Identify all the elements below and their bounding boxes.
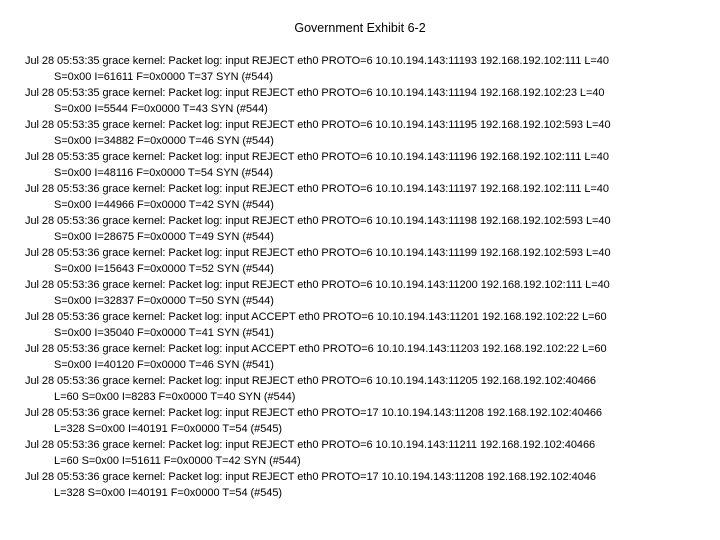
log-entry (25, 117, 705, 149)
log-entry (25, 53, 705, 85)
log-entry-line: Jul 28 05:53:35 grace kernel: Packet log: input REJECT eth0 PROTO=6 10.10.194.143:11196 192.168.192.102:111 L=40 (25, 151, 609, 163)
log-entry-continuation: S=0x00 I=5544 F=0x0000 T=43 SYN (#544) (54, 103, 268, 115)
log-entry-line: Jul 28 05:53:36 grace kernel: Packet log: input REJECT eth0 PROTO=6 10.10.194.143:11199 192.168.192.102:593 L=40 (25, 247, 611, 259)
log-entry (25, 469, 705, 501)
log-entry-continuation: L=60 S=0x00 I=8283 F=0x0000 T=40 SYN (#544) (54, 391, 296, 403)
log-entry (25, 437, 705, 469)
log-entry (25, 85, 705, 117)
log-entry (25, 181, 705, 213)
log-entry-line: Jul 28 05:53:36 grace kernel: Packet log: input ACCEPT eth0 PROTO=6 10.10.194.143:11203 192.168.192.102:22 L=60 (25, 343, 607, 355)
log-entry-continuation: S=0x00 I=61611 F=0x0000 T=37 SYN (#544) (54, 71, 274, 83)
log-entry-line: Jul 28 05:53:36 grace kernel: Packet log: input ACCEPT eth0 PROTO=6 10.10.194.143:11201 192.168.192.102:22 L=60 (25, 311, 607, 323)
log-entry-continuation: S=0x00 I=40120 F=0x0000 T=46 SYN (#541) (54, 359, 274, 371)
log-entry-line: Jul 28 05:53:36 grace kernel: Packet log: input REJECT eth0 PROTO=17 10.10.194.143:11208 192.168.192.102:4046 (25, 471, 596, 483)
log-entry (25, 245, 705, 277)
page-title: Government Exhibit 6-2 (294, 21, 426, 35)
log-entry-line: Jul 28 05:53:36 grace kernel: Packet log: input REJECT eth0 PROTO=6 10.10.194.143:11200 192.168.192.102:111 L=40 (25, 279, 610, 291)
log-entry-line: Jul 28 05:53:36 grace kernel: Packet log: input REJECT eth0 PROTO=6 10.10.194.143:11197 192.168.192.102:111 L=40 (25, 183, 609, 195)
log-entry-line: Jul 28 05:53:36 grace kernel: Packet log: input REJECT eth0 PROTO=6 10.10.194.143:11198 192.168.192.102:593 L=40 (25, 215, 611, 227)
log-entry-continuation: S=0x00 I=28675 F=0x0000 T=49 SYN (#544) (54, 231, 274, 243)
log-entry (25, 405, 705, 437)
log-entry-line: Jul 28 05:53:35 grace kernel: Packet log: input REJECT eth0 PROTO=6 10.10.194.143:11194 192.168.192.102:23 L=40 (25, 87, 605, 99)
log-entry-continuation: S=0x00 I=34882 F=0x0000 T=46 SYN (#544) (54, 135, 274, 147)
log-entry-continuation: L=328 S=0x00 I=40191 F=0x0000 T=54 (#545) (54, 423, 283, 435)
log-entry (25, 309, 705, 341)
log-entry-line: Jul 28 05:53:36 grace kernel: Packet log: input REJECT eth0 PROTO=6 10.10.194.143:11211 192.168.192.102:40466 (25, 439, 596, 451)
log-entry-continuation: L=60 S=0x00 I=51611 F=0x0000 T=42 SYN (#544) (54, 455, 301, 467)
log-entry-continuation: S=0x00 I=15643 F=0x0000 T=52 SYN (#544) (54, 263, 274, 275)
packet-log (25, 53, 705, 501)
log-entry (25, 277, 705, 309)
log-entry-line: Jul 28 05:53:35 grace kernel: Packet log: input REJECT eth0 PROTO=6 10.10.194.143:11195 192.168.192.102:593 L=40 (25, 119, 611, 131)
log-entry (25, 341, 705, 373)
log-entry-continuation: S=0x00 I=48116 F=0x0000 T=54 SYN (#544) (54, 167, 274, 179)
log-entry-line: Jul 28 05:53:35 grace kernel: Packet log: input REJECT eth0 PROTO=6 10.10.194.143:11193 192.168.192.102:111 L=40 (25, 55, 609, 67)
log-entry-line: Jul 28 05:53:36 grace kernel: Packet log: input REJECT eth0 PROTO=6 10.10.194.143:11205 192.168.192.102:40466 (25, 375, 596, 387)
log-entry-continuation: S=0x00 I=35040 F=0x0000 T=41 SYN (#541) (54, 327, 274, 339)
log-entry-continuation: L=328 S=0x00 I=40191 F=0x0000 T=54 (#545) (54, 487, 283, 499)
log-entry-line: Jul 28 05:53:36 grace kernel: Packet log: input REJECT eth0 PROTO=17 10.10.194.143:11208 192.168.192.102:40466 (25, 407, 603, 419)
log-entry (25, 213, 705, 245)
log-entry (25, 149, 705, 181)
log-entry-continuation: S=0x00 I=44966 F=0x0000 T=42 SYN (#544) (54, 199, 274, 211)
log-entry (25, 373, 705, 405)
log-entry-continuation: S=0x00 I=32837 F=0x0000 T=50 SYN (#544) (54, 295, 274, 307)
